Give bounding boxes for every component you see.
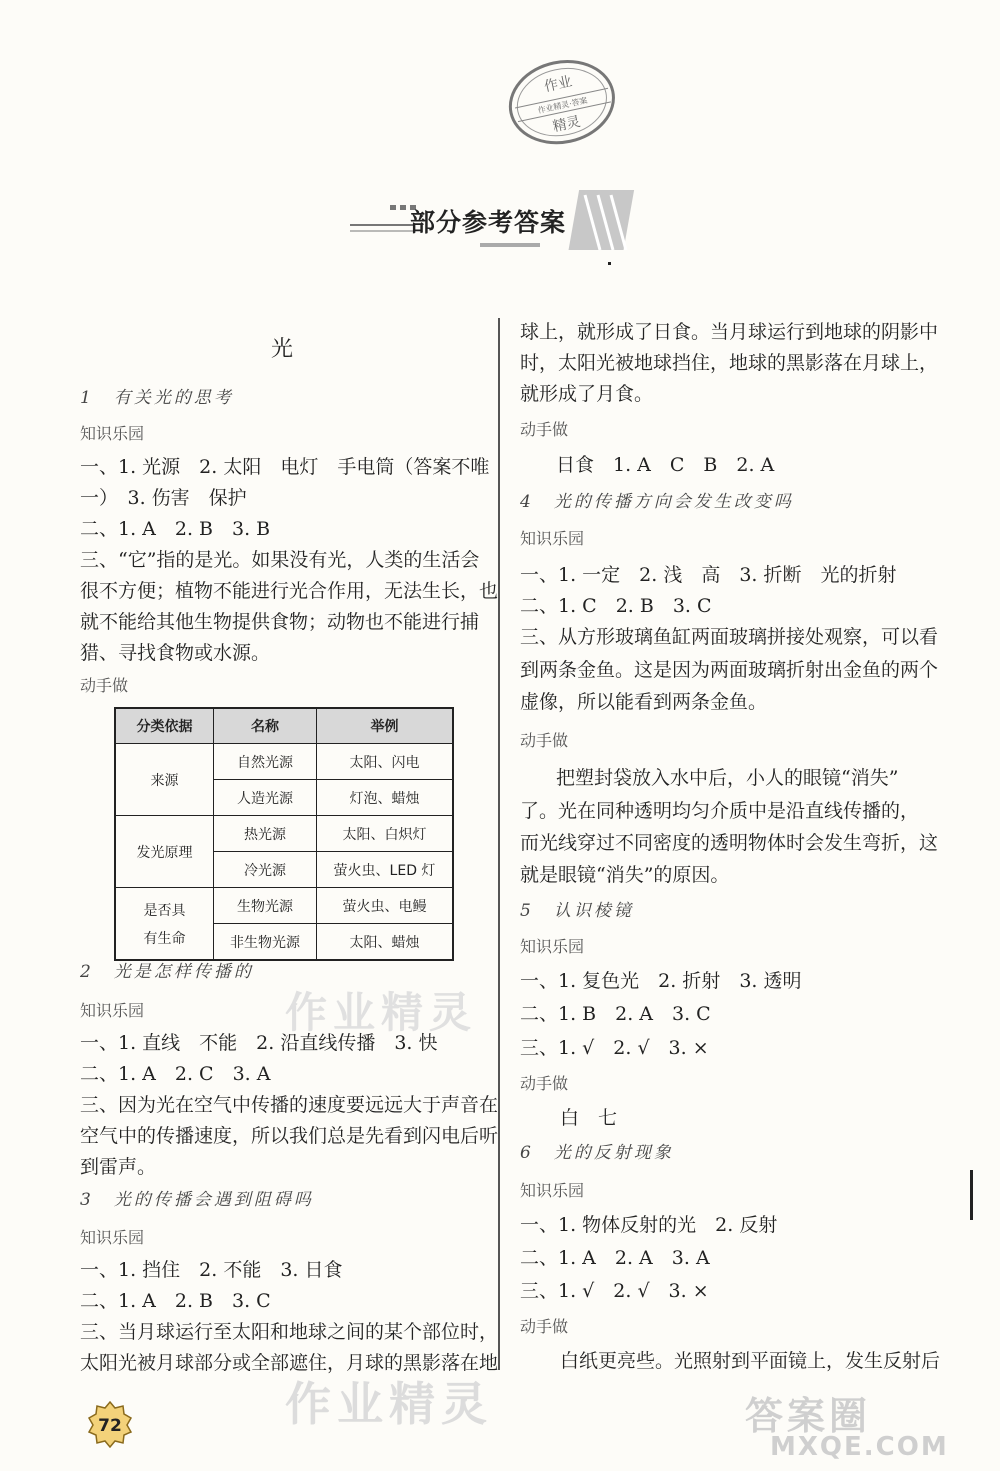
- page-number: 72: [98, 1416, 122, 1436]
- table-cell: [115, 888, 214, 961]
- column-divider: [498, 318, 500, 1370]
- s6-line-1: 一、1. 物体反射的光 2. 反射: [520, 1214, 778, 1236]
- s3-line-3: 三、当月球运行至太阳和地球之间的某个部位时，: [80, 1321, 499, 1343]
- stamp-line1: 作业: [542, 73, 574, 96]
- chapter-title: 光: [271, 337, 294, 362]
- s4-line-7: 了。光在同种透明均匀介质中是沿直线传播的，: [520, 800, 920, 822]
- table-cell-line: 是否具: [143, 902, 186, 919]
- s4-line-6: 把塑封袋放入水中后，小人的眼镜“消失”: [556, 767, 899, 789]
- s3-line-1: 一、1. 挡住 2. 不能 3. 日食: [80, 1259, 343, 1281]
- table-header: 名称: [214, 708, 317, 744]
- table-row: [115, 816, 453, 852]
- s4-line-5: 虚像，所以能看到两条金鱼。: [520, 691, 768, 713]
- r-line-2: 时，太阳光被地球挡住，地球的黑影落在月球上，: [520, 352, 939, 374]
- s2-line-3: 三、因为光在空气中传播的速度要远远大于声音在: [80, 1094, 499, 1116]
- r-line-4: 日食 1. A C B 2. A: [556, 454, 775, 476]
- r-activity-label: 动手做: [520, 420, 569, 439]
- s1-line-6: 就不能给其他生物提供食物；动物也不能进行捕: [80, 611, 480, 633]
- s4-line-4: 到两条金鱼。这是因为两面玻璃折射出金鱼的两个: [520, 659, 939, 681]
- s5-line-3: 三、1. √ 2. √ 3. ×: [520, 1037, 709, 1059]
- s3-line-4: 太阳光被月球部分或全部遮住，月球的黑影落在地: [80, 1352, 499, 1374]
- s6-activity-label: 动手做: [520, 1317, 569, 1336]
- table-cell: 来源: [115, 744, 214, 816]
- r-line-3: 就形成了月食。: [520, 383, 654, 405]
- watermark: 作业精灵: [285, 1377, 493, 1431]
- table-cell: 萤火虫、LED 灯: [317, 852, 454, 888]
- table-cell: 发光原理: [115, 816, 214, 888]
- s2-line-1: 一、1. 直线 不能 2. 沿直线传播 3. 快: [80, 1032, 438, 1054]
- table-header: 分类依据: [115, 708, 214, 744]
- s6-line-2: 二、1. A 2. A 3. A: [520, 1247, 710, 1269]
- s5-line-1: 一、1. 复色光 2. 折射 3. 透明: [520, 970, 802, 992]
- s1-activity-label: 动手做: [80, 676, 129, 695]
- s4-line-3: 三、从方形玻璃鱼缸两面玻璃拼接处观察，可以看: [520, 626, 939, 648]
- scan-dot: [608, 262, 611, 265]
- s2-line-2: 二、1. A 2. C 3. A: [80, 1063, 271, 1085]
- stamp-line3: 精灵: [551, 113, 583, 136]
- table-row: [115, 888, 453, 924]
- watermark: 答案圈: [745, 1394, 872, 1438]
- s3-line-2: 二、1. A 2. B 3. C: [80, 1290, 271, 1312]
- r-line-1: 球上，就形成了日食。当月球运行到地球的阴影中: [520, 321, 939, 343]
- s4-activity-label: 动手做: [520, 731, 569, 750]
- table-header-row: [115, 708, 453, 744]
- table-cell: 太阳、白炽灯: [317, 816, 454, 852]
- watermark: 作业精灵: [285, 988, 478, 1037]
- table-cell: 生物光源: [214, 888, 317, 924]
- table-header: 举例: [317, 708, 454, 744]
- section-4-title: 4 光的传播方向会发生改变吗: [520, 492, 794, 512]
- scan-mark: [970, 1170, 973, 1220]
- s4-line-8: 而光线穿过不同密度的透明物体时会发生弯折，这: [520, 832, 939, 854]
- s6-line-4: 白纸更亮些。光照射到平面镜上，发生反射后: [560, 1350, 941, 1372]
- s1-line-3: 二、1. A 2. B 3. B: [80, 518, 271, 540]
- section-6-title: 6 光的反射现象: [520, 1143, 674, 1163]
- s5-line-2: 二、1. B 2. A 3. C: [520, 1003, 711, 1025]
- section-3-knowledge-label: 知识乐园: [80, 1228, 145, 1247]
- s1-line-4: 三、“它”指的是光。如果没有光，人类的生活会: [80, 549, 480, 571]
- table-cell: 太阳、蜡烛: [317, 924, 454, 961]
- section-6-knowledge-label: 知识乐园: [520, 1181, 585, 1200]
- section-5-knowledge-label: 知识乐园: [520, 937, 585, 956]
- s4-line-9: 就是眼镜“消失”的原因。: [520, 864, 730, 886]
- s6-line-3: 三、1. √ 2. √ 3. ×: [520, 1280, 709, 1302]
- watermark: MXQE.COM: [770, 1432, 949, 1462]
- s4-line-1: 一、1. 一定 2. 浅 高 3. 折断 光的折射: [520, 564, 897, 586]
- s1-line-1: 一、1. 光源 2. 太阳 电灯 手电筒（答案不唯: [80, 456, 490, 478]
- stamp-line2: 作业精灵·答案: [536, 95, 589, 116]
- s1-line-7: 猎、寻找食物或水源。: [80, 642, 271, 664]
- section-1-title: 1 有关光的思考: [80, 388, 234, 408]
- section-3-title: 3 光的传播会遇到阻碍吗: [80, 1190, 314, 1210]
- table-cell: 灯泡、蜡烛: [317, 780, 454, 816]
- s1-line-5: 很不方便；植物不能进行光合作用，无法生长，也: [80, 580, 499, 602]
- table-cell: 人造光源: [214, 780, 317, 816]
- section-1-knowledge-label: 知识乐园: [80, 424, 145, 443]
- section-2-title: 2 光是怎样传播的: [80, 962, 254, 982]
- table-cell-line: 有生命: [143, 930, 186, 947]
- header-title: 部分参考答案: [410, 208, 567, 237]
- table-cell: 热光源: [214, 816, 317, 852]
- s2-line-4: 空气中的传播速度，所以我们总是先看到闪电后听: [80, 1125, 499, 1147]
- table-row: [115, 744, 453, 780]
- s5-activity-label: 动手做: [520, 1074, 569, 1093]
- light-source-table: [114, 707, 454, 961]
- stamp-seal: [496, 44, 628, 161]
- table-cell: 冷光源: [214, 852, 317, 888]
- section-2-knowledge-label: 知识乐园: [80, 1001, 145, 1020]
- table-cell: 非生物光源: [214, 924, 317, 961]
- section-5-title: 5 认识棱镜: [520, 901, 634, 921]
- s1-line-2: 一） 3. 伤害 保护: [80, 487, 247, 509]
- page-number-badge: [86, 1400, 134, 1448]
- table-cell: 萤火虫、电鳗: [317, 888, 454, 924]
- table-cell: 太阳、闪电: [317, 744, 454, 780]
- s4-line-2: 二、1. C 2. B 3. C: [520, 595, 712, 617]
- section-4-knowledge-label: 知识乐园: [520, 529, 585, 548]
- table-cell: 自然光源: [214, 744, 317, 780]
- s2-line-5: 到雷声。: [80, 1156, 157, 1178]
- s5-line-4: 白 七: [560, 1107, 618, 1129]
